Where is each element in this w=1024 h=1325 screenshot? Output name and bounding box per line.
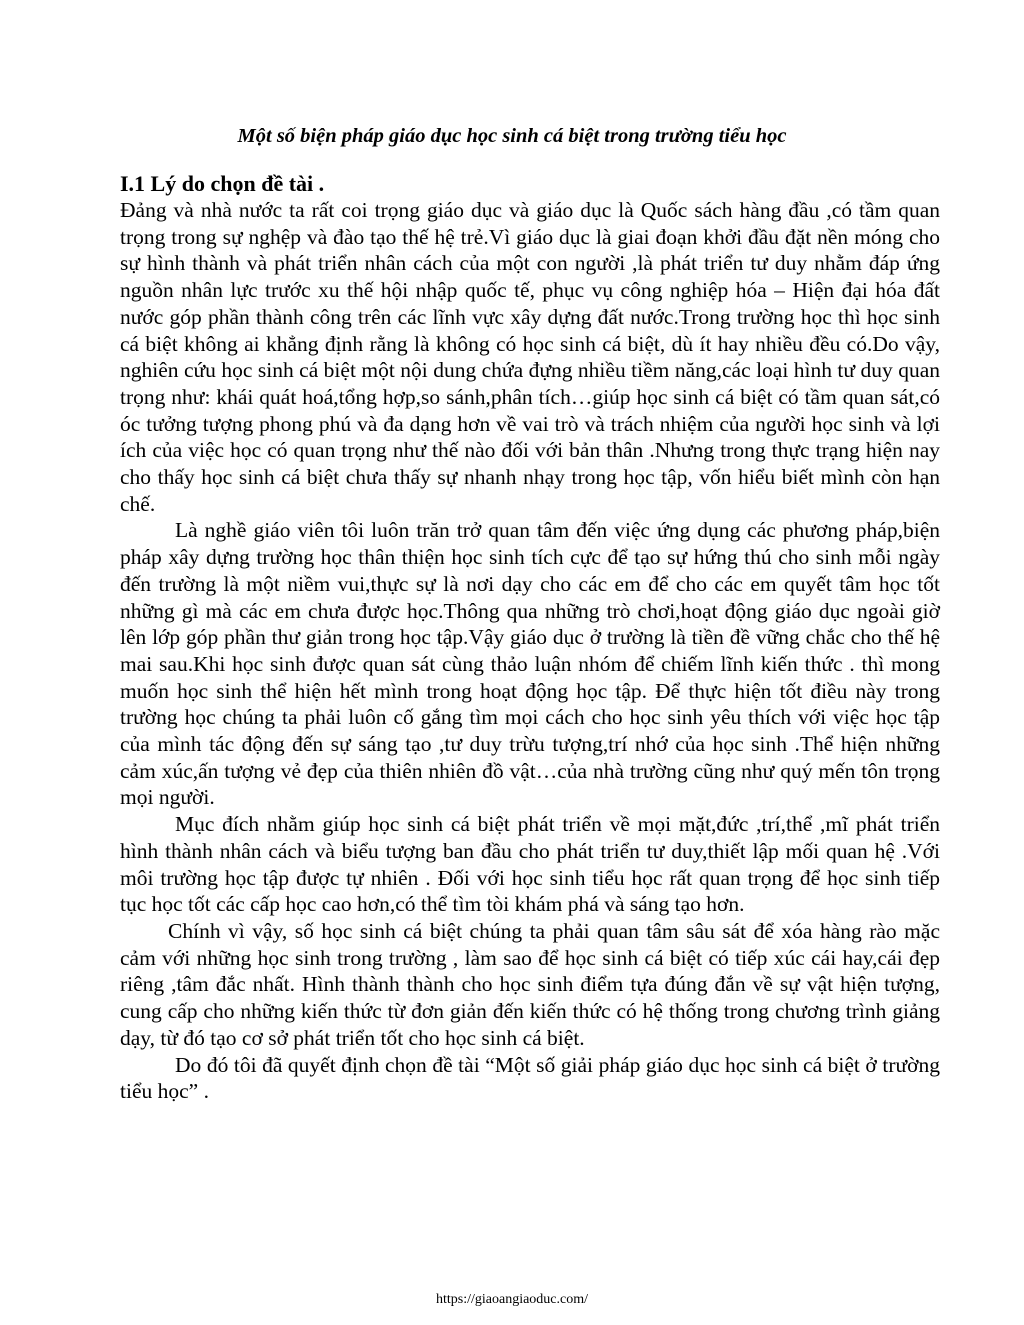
paragraph-4: Chính vì vậy, số học sinh cá biệt chúng ta phải quan tâm sâu sát để xóa hàng rào mặc cảm với những học sinh trong trường , làm sao để học sinh cá biệt có tiếp xúc cái hay,cái đẹp riêng ,tâm đắc nhất. Hình thành thành cho học sinh điểm tựa đúng đắn về sự vật hiện tượng, cung cấp cho những kiến thức từ đơn giản đến kiến thức có hệ thống trong chương trình giảng dạy, từ đó tạo cơ sở phát triển tốt cho học sinh cá biệt. <box>120 918 940 1050</box>
section-heading: I.1 Lý do chọn đề tài . <box>120 171 325 196</box>
document-body <box>120 170 940 1105</box>
footer-url: https://giaoangiaoduc.com/ <box>435 1292 589 1307</box>
paragraph-1: Đảng và nhà nước ta rất coi trọng giáo dục và giáo dục là Quốc sách hàng đầu ,có tầm quan trọng trong sự nghệp và đào tạo thế hệ trẻ.Vì giáo dục là giai đoạn khởi đầu đặt nền móng cho sự hình thành và phát triển nhân cách của một con người ,là phát triển tư duy nhằm đáp ứng nguồn nhân lực trước xu thế hội nhập quốc tế, phục vụ công nghiệp hóa – Hiện đại hóa đất nước góp phần thành công trên các lĩnh vực xây dựng đất nước.Trong trường học thì học sinh cá biệt không ai khẳng định rằng là không có học sinh cá biệt, dù ít hay nhiều đều có.Do vậy, nghiên cứu học sinh cá biệt một nội dung chứa đựng nhiều tiềm năng,các loại hình tư duy quan trọng như: khái quát hoá,tổng hợp,so sánh,phân tích…giúp học sinh cá biệt có tầm quan sát,có óc tưởng tượng phong phú và đa dạng hơn về vai trò và trách nhiệm của người học sinh và lợi ích của việc học có quan trọng như thế nào đối với bản thân .Nhưng trong thực trạng hiện nay cho thấy học sinh cá biệt chưa thấy sự nhanh nhạy trong học tập, vốn hiểu biết mình còn hạn chế. <box>120 198 940 516</box>
paragraph-5: Do đó tôi đã quyết định chọn đề tài “Một số giải pháp giáo dục học sinh cá biệt ở trường tiểu học” . <box>120 1052 940 1104</box>
paragraph-3: Mục đích nhằm giúp học sinh cá biệt phát triển về mọi mặt,đức ,trí,thể ,mĩ phát triển hình thành nhân cách và biểu tượng ban đầu cho phát triển tư duy,thiết lập mối quan hệ .Với môi trường học tập được tự nhiên . Đối với học sinh tiểu học rất quan trọng để học sinh tiếp tục học tốt các cấp học cao hơn,có thể tìm tòi khám phá và sáng tạo hơn. <box>120 812 940 917</box>
document-title: Một số biện pháp giáo dục học sinh cá biệt trong trường tiểu học <box>237 125 787 147</box>
paragraph-2: Là nghề giáo viên tôi luôn trăn trở quan tâm đến việc ứng dụng các phương pháp,biện pháp xây dựng trường học thân thiện học sinh tích cực để tạo sự hứng thú cho sinh mỗi ngày đến trường là một niềm vui,thực sự là nơi dạy cho các em để cho các em quyết tâm học tốt những gì mà các em chưa được học.Thông qua những trò chơi,hoạt động giáo dục ngoài giờ lên lớp góp phần thư giản trong học tập.Vậy giáo dục ở trường là tiền đề vững chắc cho thế hệ mai sau.Khi học sinh được quan sát cùng thảo luận nhóm để chiếm lĩnh kiến thức . thì mong muốn học sinh thể hiện hết mình trong hoạt động học tập. Để thực hiện tốt điều này trong trường học chúng ta phải luôn cố gắng tìm mọi cách cho học sinh yêu thích với việc học tập của mình tác động đến sự sáng tạo ,tư duy trừu tượng,trí nhớ của học sinh .Thể hiện những cảm xúc,ấn tượng vẻ đẹp của thiên nhiên đồ vật…của nhà trường cũng như quý mến tôn trọng mọi người. <box>120 518 940 810</box>
